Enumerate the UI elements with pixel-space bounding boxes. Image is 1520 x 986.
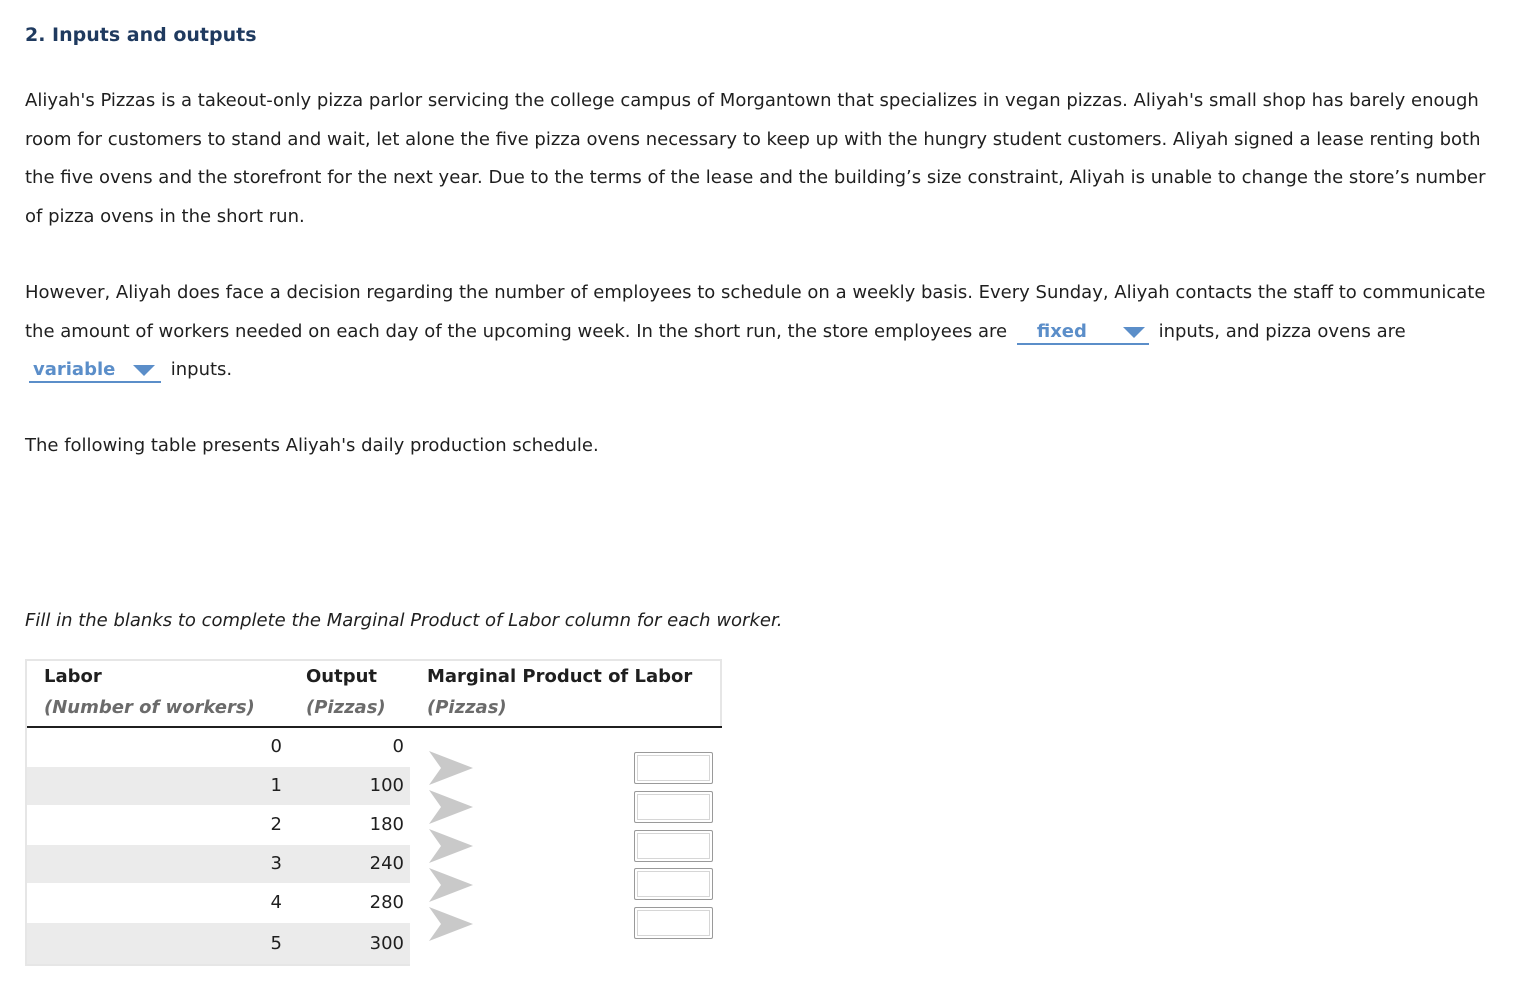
table-intro: The following table presents Aliyah's daily production schedule. bbox=[25, 435, 599, 456]
employees-dropdown-value: fixed bbox=[1036, 320, 1087, 342]
decision-text-1: However, Aliyah does face a decision regarding the number of employees to schedule on a weekly basis. Every Sunday, Aliyah contacts the staff to communicate the amount of workers needed on each day of the upcoming week. In the short run, the store employees are bbox=[25, 282, 1486, 342]
header-output-sub: (Pizzas) bbox=[306, 697, 386, 718]
output-cell: 0 bbox=[392, 736, 404, 757]
production-table bbox=[25, 659, 722, 966]
ovens-dropdown-value: variable bbox=[33, 359, 116, 380]
output-cell: 180 bbox=[369, 814, 404, 835]
chevron-down-icon bbox=[133, 365, 155, 376]
page-title: 2. Inputs and outputs bbox=[25, 24, 257, 46]
labor-cell: 3 bbox=[270, 853, 282, 874]
header-mpl: Marginal Product of Labor bbox=[427, 666, 693, 687]
table-row bbox=[27, 806, 410, 844]
labor-cell: 5 bbox=[270, 933, 282, 954]
ovens-input-type-dropdown[interactable] bbox=[29, 359, 161, 383]
table-row bbox=[27, 923, 410, 964]
output-cell: 300 bbox=[369, 933, 404, 954]
mpl-input-worker-4[interactable] bbox=[634, 868, 713, 900]
output-cell: 100 bbox=[369, 775, 404, 796]
table-row bbox=[27, 845, 410, 883]
header-output: Output bbox=[306, 666, 378, 687]
table-row bbox=[27, 884, 410, 922]
intro-paragraph: Aliyah's Pizzas is a takeout-only pizza parlor servicing the college campus of Morgantown that specializes in vegan pizzas. Aliyah's small shop has barely enough room for customers to stand and wait, let alone the five pizza ovens necessary to keep up with the hungry student customers. Aliyah signed a lease renting both the five ovens and the storefront for the next year. Due to the terms of the lease and the building’s size constraint, Aliyah is unable to change the store’s number of pizza ovens in the short run. bbox=[25, 90, 1486, 227]
mpl-input-worker-1[interactable] bbox=[634, 752, 713, 784]
chevron-right-icon bbox=[427, 905, 475, 943]
labor-cell: 1 bbox=[270, 775, 282, 796]
mpl-input-worker-3[interactable] bbox=[634, 830, 713, 862]
mpl-input-worker-5[interactable] bbox=[634, 907, 713, 939]
output-cell: 280 bbox=[369, 892, 404, 913]
decision-text-2: inputs, and pizza ovens are bbox=[1158, 320, 1406, 342]
labor-cell: 4 bbox=[270, 892, 282, 913]
table-row bbox=[27, 728, 410, 766]
header-mpl-sub: (Pizzas) bbox=[427, 697, 507, 718]
header-labor: Labor bbox=[44, 666, 102, 687]
chevron-right-icon bbox=[427, 866, 475, 904]
table-row bbox=[27, 767, 410, 805]
decision-paragraph bbox=[25, 274, 1487, 390]
header-labor-sub: (Number of workers) bbox=[44, 697, 255, 718]
chevron-right-icon bbox=[427, 788, 475, 826]
employees-input-type-dropdown[interactable] bbox=[1017, 321, 1149, 345]
mpl-input-worker-2[interactable] bbox=[634, 791, 713, 823]
labor-cell: 0 bbox=[270, 736, 282, 757]
chevron-down-icon bbox=[1123, 327, 1145, 338]
output-cell: 240 bbox=[369, 853, 404, 874]
chevron-right-icon bbox=[427, 827, 475, 865]
labor-cell: 2 bbox=[270, 814, 282, 835]
instruction-text: Fill in the blanks to complete the Marginal Product of Labor column for each worker. bbox=[25, 610, 783, 631]
chevron-right-icon bbox=[427, 749, 475, 787]
decision-text-3: inputs. bbox=[170, 359, 233, 380]
